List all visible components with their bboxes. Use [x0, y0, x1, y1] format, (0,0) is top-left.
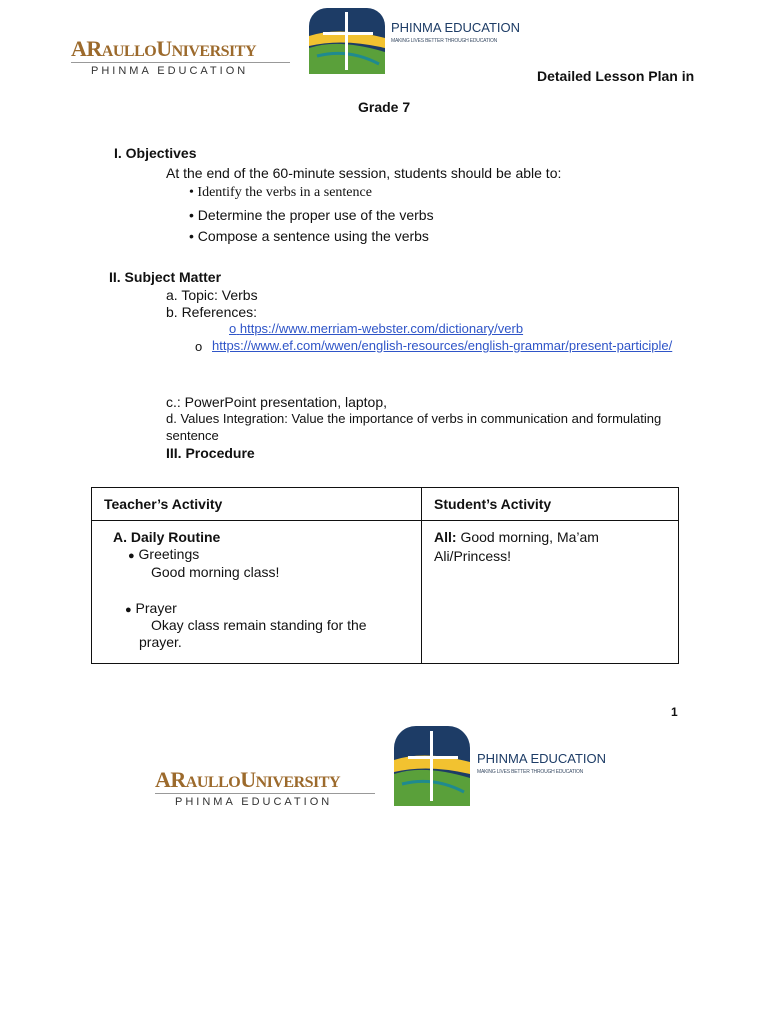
- objectives-heading: I. Objectives: [114, 145, 197, 161]
- bullet-prayer: [125, 600, 177, 616]
- objective-item: • Identify the verbs in a sentence: [189, 185, 372, 200]
- reference-url: https://www.merriam-webster.com/dictionary/verb: [239, 321, 524, 336]
- prayer-text: Okay class remain standing for the: [151, 617, 367, 633]
- daily-routine-heading: A. Daily Routine: [113, 529, 221, 545]
- reference-link[interactable]: https://www.ef.com/wwen/english-resources/english-grammar/present-participle/: [212, 338, 673, 353]
- student-response-text: Ali/Princess!: [434, 548, 512, 564]
- greetings-text: Good morning class!: [151, 564, 280, 580]
- logo-text-niversity: NIVERSITY: [255, 774, 340, 791]
- objective-item: • Compose a sentence using the verbs: [189, 228, 429, 244]
- reference-link[interactable]: [229, 321, 523, 336]
- student-response-text: Good morning, Ma’am: [456, 529, 599, 545]
- prayer-label: Prayer: [135, 600, 177, 616]
- objectives-intro: At the end of the 60-minute session, students should be able to:: [166, 165, 562, 181]
- logo-text-aullo: AULLO: [101, 43, 157, 60]
- logo-text-u: U: [240, 767, 256, 792]
- grade-label: Grade 7: [358, 99, 411, 115]
- phinma-tagline: MAKING LIVES BETTER THROUGH EDUCATION: [391, 38, 498, 44]
- procedure-table: [91, 487, 679, 664]
- materials-line: c.: PowerPoint presentation, laptop,: [166, 394, 388, 410]
- student-response: [434, 529, 599, 545]
- araullo-university-logo: [155, 767, 340, 793]
- teacher-activity-cell: [92, 521, 422, 664]
- topic-line: a. Topic: Verbs: [166, 287, 258, 303]
- references-label: b. References:: [166, 304, 258, 320]
- values-integration-line: sentence: [166, 428, 219, 443]
- araullo-university-logo: [71, 36, 256, 62]
- reference-marker: o: [195, 339, 203, 354]
- bullet-dot-icon: ●: [128, 550, 135, 562]
- phinma-emblem-icon: [394, 726, 470, 806]
- page-number: 1: [671, 705, 678, 719]
- logo-text-u: U: [156, 36, 172, 61]
- logo-divider: [71, 62, 290, 63]
- bullet-dot-icon: ●: [125, 604, 132, 616]
- araullo-subtitle: PHINMA EDUCATION: [91, 65, 249, 77]
- logo-text-aullo: AULLO: [185, 774, 241, 791]
- araullo-subtitle: PHINMA EDUCATION: [175, 796, 333, 808]
- subject-matter-heading: II. Subject Matter: [109, 269, 222, 285]
- phinma-emblem-icon: [309, 8, 385, 74]
- bullet-greetings: [128, 546, 199, 562]
- logo-divider: [155, 793, 375, 794]
- logo-text-ar: AR: [155, 767, 186, 792]
- logo-text-ar: AR: [71, 36, 102, 61]
- greetings-label: Greetings: [138, 546, 200, 562]
- logo-text-niversity: NIVERSITY: [171, 43, 256, 60]
- student-activity-cell: [422, 521, 679, 664]
- values-integration-line: d. Values Integration: Value the importance of verbs in communication and formulating: [166, 411, 662, 426]
- student-response-label: All:: [434, 529, 457, 545]
- reference-marker: o: [229, 321, 237, 336]
- prayer-text: prayer.: [139, 634, 182, 650]
- objective-item: • Determine the proper use of the verbs: [189, 207, 434, 223]
- phinma-title: PHINMA EDUCATION: [391, 20, 521, 35]
- procedure-heading: III. Procedure: [166, 445, 255, 461]
- phinma-title: PHINMA EDUCATION: [477, 751, 607, 766]
- phinma-tagline: MAKING LIVES BETTER THROUGH EDUCATION: [477, 769, 584, 775]
- teacher-activity-header: Teacher’s Activity: [92, 488, 422, 521]
- lesson-plan-title: Detailed Lesson Plan in: [537, 68, 695, 84]
- student-activity-header: Student’s Activity: [422, 488, 679, 521]
